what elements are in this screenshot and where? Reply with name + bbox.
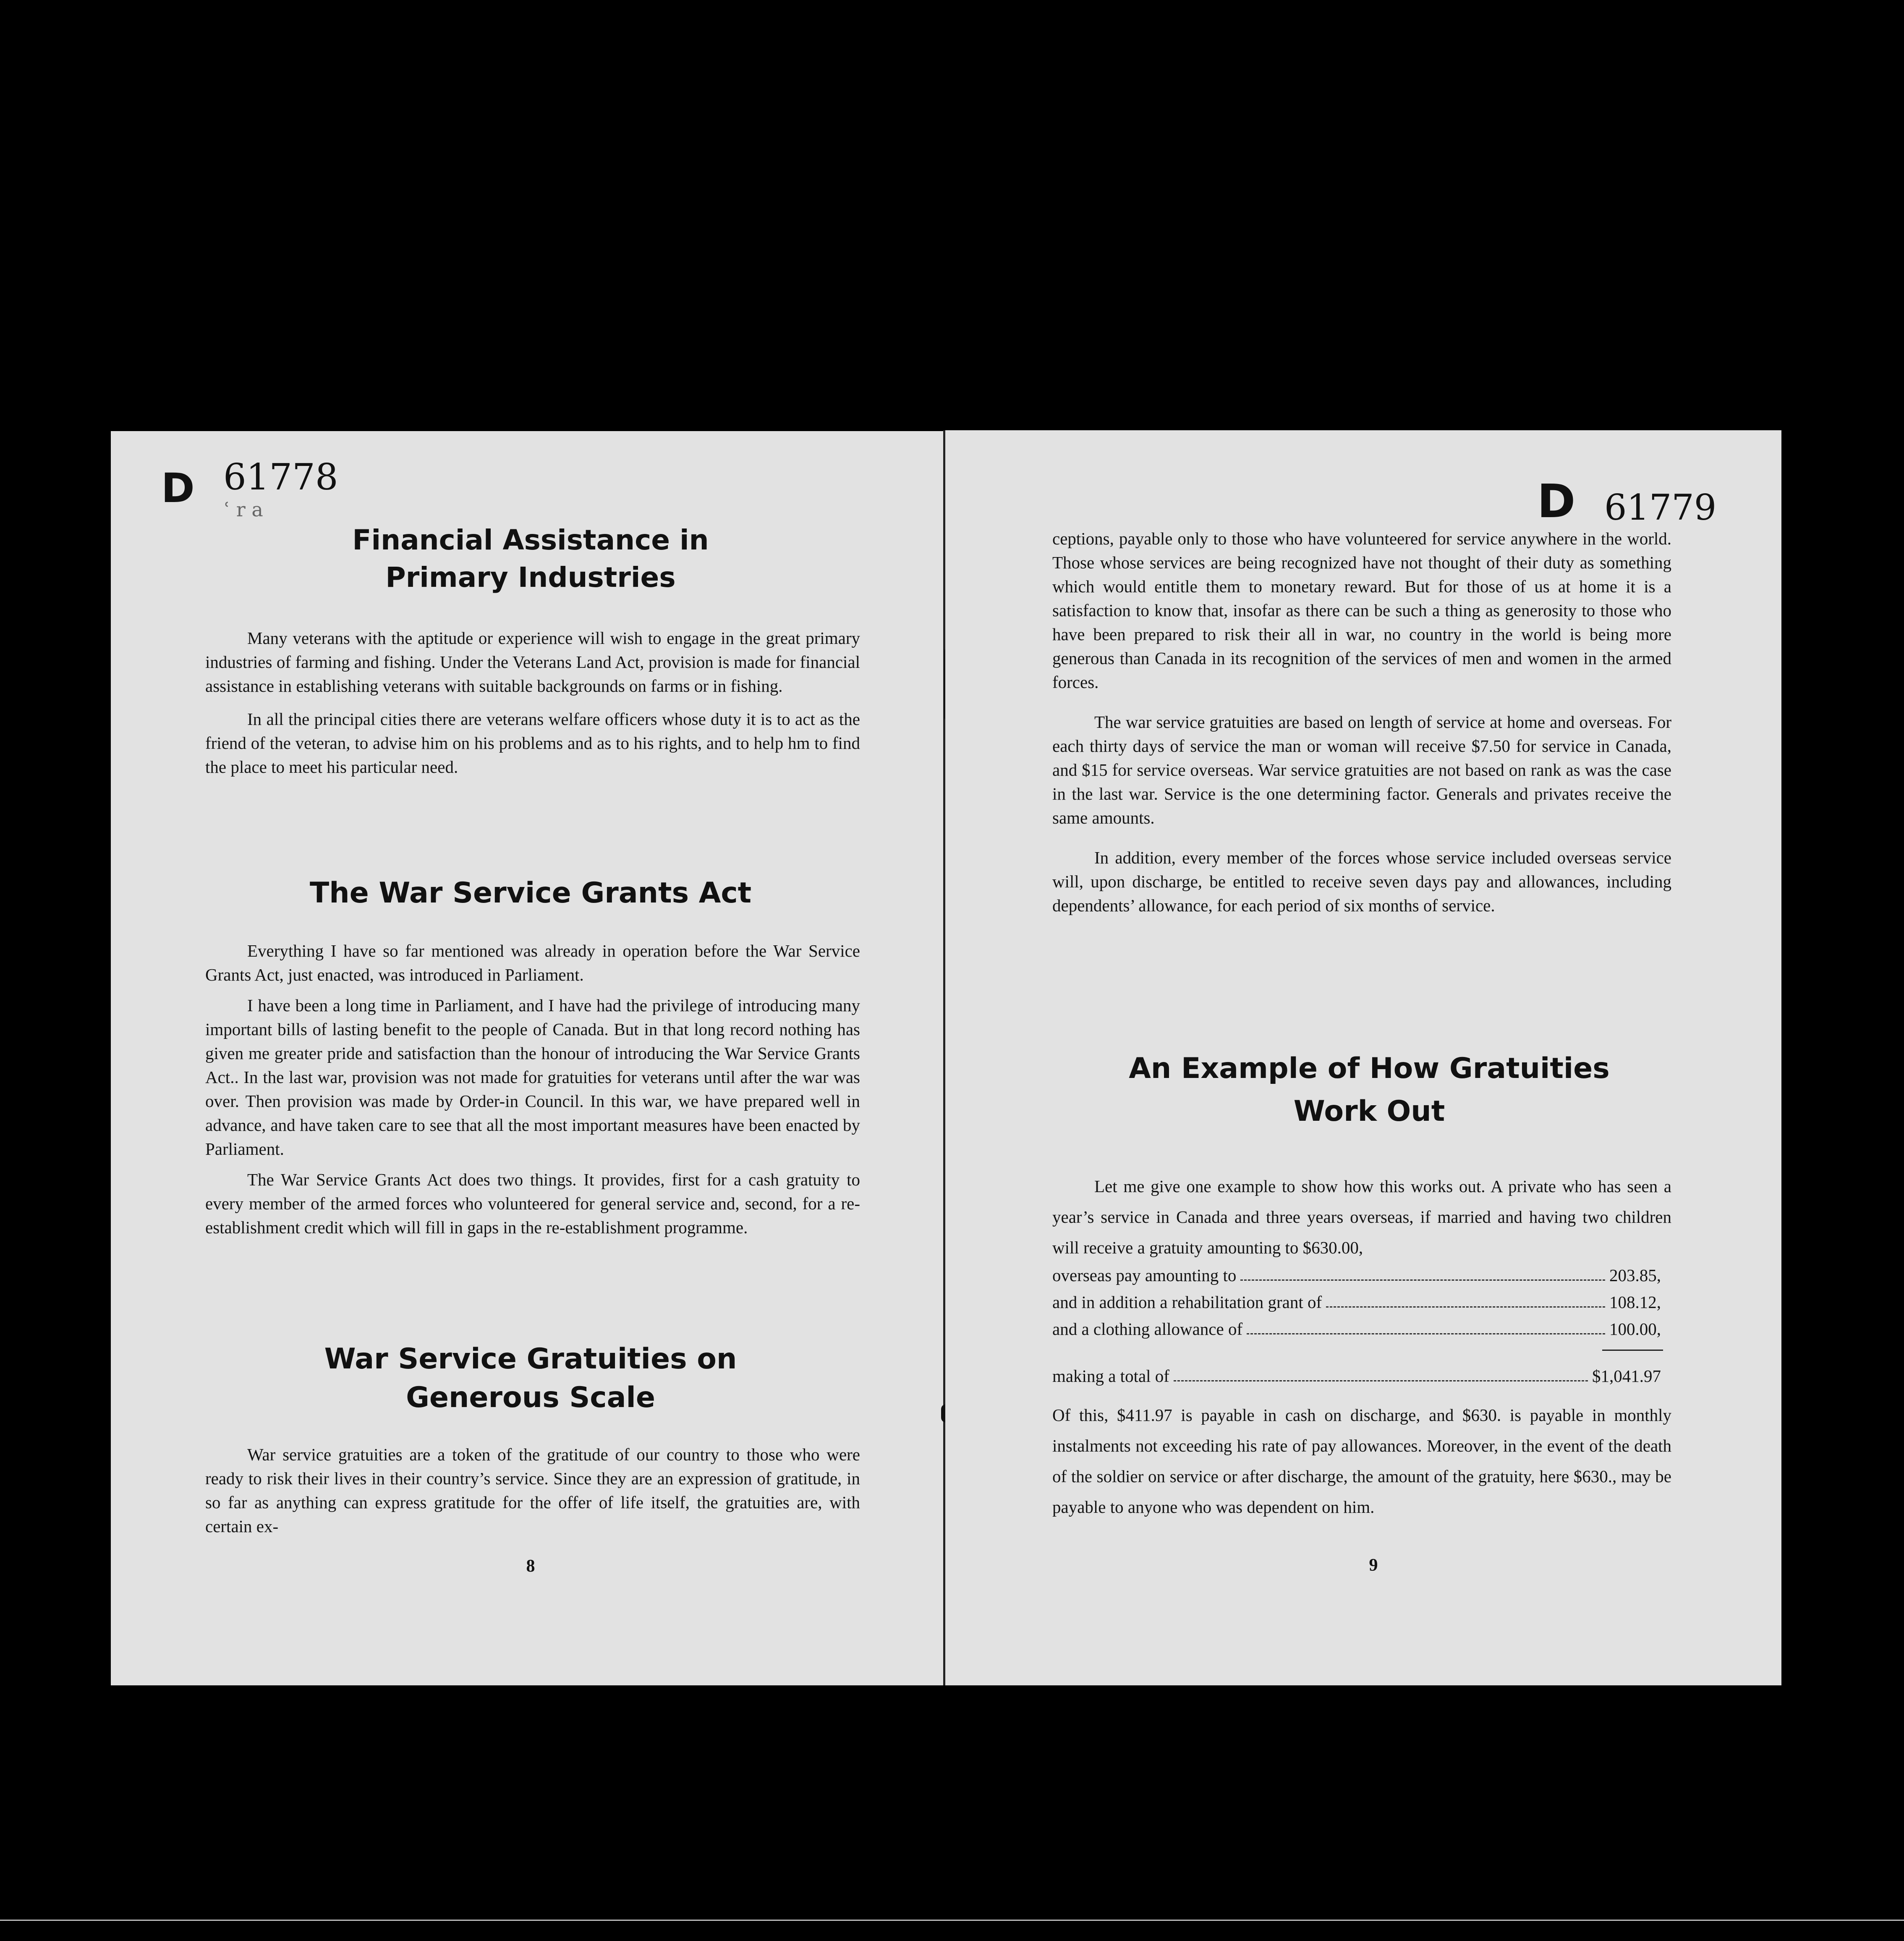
row-label: and in addition a rehabilitation grant of xyxy=(1052,1292,1322,1312)
paragraph-everything-mentioned: Everything I have so far mentioned was already in operation before the War Service Grants Act, just enacted, was introduced in Parliament. xyxy=(205,941,860,984)
dotted-leader xyxy=(1174,1380,1588,1381)
right-page xyxy=(945,430,1781,1685)
page-number-left: 8 xyxy=(526,1556,535,1576)
paragraph-primary-industries: Many veterans with the aptitude or experience will wish to engage in the great primary industries of farming and fishing. Under the Veterans Land Act, provision is made for financial assistance in establishing veterans with suitable backgrounds on farms or in fishing. xyxy=(205,628,860,696)
body-text-block-2 xyxy=(205,939,860,1240)
heading-war-service-grants-act xyxy=(195,874,866,913)
dotted-leader xyxy=(1247,1333,1605,1334)
stamp-letter: D xyxy=(1537,474,1576,528)
heading-line-1: An Example of How Gratuities xyxy=(1129,1052,1610,1085)
paragraph-act-does-two-things: The War Service Grants Act does two things. It provides, first for a cash gratuity to every member of the armed forces who volunteered for general service and, second, for a re-establishment credit which will fill in gaps in the re-establishment programme. xyxy=(205,1170,860,1237)
left-page xyxy=(111,431,944,1685)
example-row-overseas-pay xyxy=(1052,1263,1661,1287)
paragraph-seven-days-pay: In addition, every member of the forces whose service included overseas service will, upon discharge, be entitled to receive seven days pay and allowances, including dependents’ allowance, for each period of six months of service. xyxy=(1052,848,1671,915)
row-amount: 108.12, xyxy=(1609,1292,1661,1312)
paragraph-length-of-service: The war service gratuities are based on length of service at home and overseas. For each thirty days of service the man or woman will receive $7.50 for service in Canada, and $15 for service overseas. War service gratuities are not based on rank as was the case in the last war. Service is the one determining factor. Generals and privates receive the same amounts. xyxy=(1052,712,1671,827)
paragraph-example-intro: Let me give one example to show how this works out. A private who has seen a year’s service in Canada and three years overseas, if married and having two children will receive a gratuity amounting to $630.00, xyxy=(1052,1177,1671,1257)
paragraph-welfare-officers: In all the principal cities there are veterans welfare officers whose duty it is to act as the friend of the veteran, to advise him on his problems and as to his rights, and to help hm to find the place to meet his particular need. xyxy=(205,709,860,777)
heading-line-1: Financial Assistance in xyxy=(352,524,709,556)
stamp-number: 61778 xyxy=(223,456,338,498)
row-amount: $1,041.97 xyxy=(1592,1366,1661,1386)
body-text-block-3 xyxy=(205,1443,860,1538)
body-text-block-2 xyxy=(1052,1400,1671,1522)
dotted-leader xyxy=(1326,1306,1605,1308)
row-label: and a clothing allowance of xyxy=(1052,1319,1243,1339)
row-label: overseas pay amounting to xyxy=(1052,1266,1237,1285)
stamp-number: 61779 xyxy=(1604,487,1717,528)
sum-rule xyxy=(1602,1350,1663,1351)
row-label: making a total of xyxy=(1052,1366,1169,1386)
heading-line-2: Work Out xyxy=(1293,1095,1445,1128)
paragraph-payable-in-cash: Of this, $411.97 is payable in cash on discharge, and $630. is payable in monthly instalments not exceeding his rate of pay allowances. Moreover, in the event of the death of the soldier on service or after discharge, the amount of the gratuity, here $630., may be payable to anyone who was dependent on him. xyxy=(1052,1405,1671,1517)
document-stamp-left xyxy=(161,448,338,521)
heading-example-gratuities xyxy=(1029,1047,1709,1133)
example-calculation xyxy=(1052,1263,1661,1423)
row-amount: 203.85, xyxy=(1609,1266,1661,1285)
body-text-block-1 xyxy=(1052,527,1671,918)
heading-line-2: Generous Scale xyxy=(406,1381,655,1414)
dotted-leader xyxy=(1240,1279,1605,1281)
paragraph-exceptions-continued: ceptions, payable only to those who have volunteered for service anywhere in the world. Those whose services are being recognized have not thought of their duty as something which would entitle them to monetary reward. But for those of us at home it is a satisfaction to know that, insofar as there can be such a thing as generosity to those who have been prepared to risk their all in war, no country in the world is being more generous than Canada in its recognition of the services of men and women in the armed forces. xyxy=(1052,529,1671,692)
paragraph-token-of-gratitude: War service gratuities are a token of the gratitude of our country to those who were ready to risk their lives in their country’s service. Since they are an expression of gratitude, in so far as anything can express gratitude for the offer of life itself, the gratuities are, with certain ex- xyxy=(205,1445,860,1536)
example-row-total xyxy=(1052,1364,1661,1388)
heading-gratuities-generous-scale xyxy=(195,1340,866,1417)
example-row-clothing-allowance xyxy=(1052,1317,1661,1341)
heading-financial-assistance xyxy=(195,521,866,596)
scan-edge-line xyxy=(0,1920,1904,1921)
example-text-block xyxy=(1052,1171,1671,1263)
stamp-subscript: ʿ r a xyxy=(224,498,263,521)
body-text-block-1 xyxy=(205,626,860,779)
book-spread xyxy=(111,430,1781,1685)
heading-line: The War Service Grants Act xyxy=(309,876,752,910)
paragraph-long-time-parliament: I have been a long time in Parliament, and I have had the privilege of introducing many important bills of lasting benefit to the people of Canada. But in that long record nothing has given me greater pride and satisfaction than the honour of introducing the War Service Grants Act.. In the last war, provision was not made for gratuities for veterans until after the war was over. Then provision was made by Order-in Council. In this war, we have prepared well in advance, and have taken care to see that all the most important measures have been enacted by Parliament. xyxy=(205,996,860,1159)
page-number-right: 9 xyxy=(1369,1556,1378,1575)
example-row-rehabilitation-grant xyxy=(1052,1290,1661,1314)
row-amount: 100.00, xyxy=(1609,1319,1661,1339)
heading-line-1: War Service Gratuities on xyxy=(324,1342,737,1376)
stamp-letter: D xyxy=(161,465,195,512)
heading-line-2: Primary Industries xyxy=(385,561,676,594)
